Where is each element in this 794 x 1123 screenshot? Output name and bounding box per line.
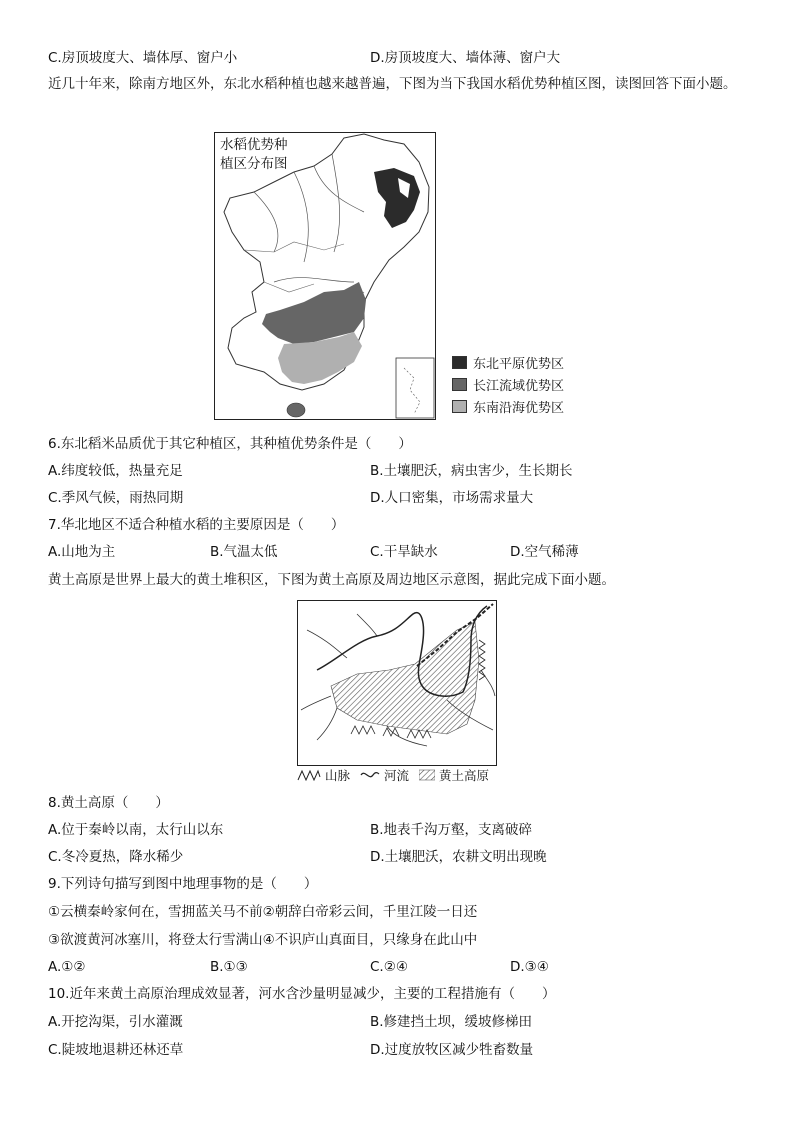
legend-northeast [452, 356, 564, 373]
loess-map [297, 600, 497, 766]
rice-map-title-line2: 植区分布图 [220, 156, 288, 172]
q9-option-c: C.②④ [370, 959, 408, 975]
q9-stem: 9.下列诗句描写到图中地理事物的是（ ） [48, 876, 318, 892]
loess-legend [297, 768, 489, 784]
intro-loess: 黄土高原是世界上最大的黄土堆积区，下图为黄土高原及周边地区示意图，据此完成下面小题。 [48, 572, 615, 588]
legend-river-label: 河流 [383, 768, 409, 783]
q8-option-d: D.土壤肥沃，农耕文明出现晚 [370, 849, 547, 865]
q9-option-a: A.①② [48, 959, 86, 975]
legend-swatch-southeast [452, 400, 467, 413]
q10-option-c: C.陡坡地退耕还林还草 [48, 1042, 184, 1058]
intro-rice: 近几十年来，除南方地区外，东北水稻种植也越来越普遍，下图为当下我国水稻优势种植区图，读图回答下面小题。 [48, 76, 737, 92]
q6-option-c: C.季风气候，雨热同期 [48, 490, 184, 506]
q8-option-a: A.位于秦岭以南，太行山以东 [48, 822, 224, 838]
legend-label-southeast: 东南沿海优势区 [473, 401, 565, 416]
q10-option-a: A.开挖沟渠，引水灌溉 [48, 1014, 183, 1030]
legend-swatch-northeast [452, 356, 467, 369]
q9-option-b: B.①③ [210, 959, 248, 975]
rice-map-title [220, 136, 288, 174]
legend-yangtze [452, 378, 564, 395]
legend-mountain-label: 山脉 [324, 768, 350, 783]
q8-option-b: B.地表千沟万壑，支离破碎 [370, 822, 533, 838]
legend-label-northeast: 东北平原优势区 [473, 357, 565, 372]
q10-option-d: D.过度放牧区减少牲畜数量 [370, 1042, 534, 1058]
q7-option-a: A.山地为主 [48, 544, 116, 560]
q7-option-d: D.空气稀薄 [510, 544, 579, 560]
mountain-icon [297, 769, 321, 781]
legend-southeast [452, 400, 564, 417]
legend-swatch-yangtze [452, 378, 467, 391]
q6-stem: 6.东北稻米品质优于其它种植区，其种植优势条件是（ ） [48, 436, 412, 452]
q10-stem: 10.近年来黄土高原治理成效显著，河水含沙量明显减少，主要的工程措施有（ ） [48, 986, 556, 1002]
loess-map-figure [297, 600, 497, 766]
q9-poems-line1: ①云横秦岭家何在，雪拥蓝关马不前②朝辞白帝彩云间，千里江陵一日还 [48, 904, 478, 920]
q9-option-d: D.③④ [510, 959, 549, 975]
rice-map [214, 132, 436, 420]
q6-option-d: D.人口密集，市场需求量大 [370, 490, 534, 506]
legend-plateau-label: 黄土高原 [438, 768, 489, 783]
option-c-prev: C.房顶坡度大、墙体厚、窗户小 [48, 50, 238, 66]
rice-map-figure [214, 132, 436, 420]
rice-map-title-line1: 水稻优势种 [220, 137, 288, 153]
q6-option-a: A.纬度较低，热量充足 [48, 463, 183, 479]
legend-label-yangtze: 长江流域优势区 [473, 379, 565, 394]
q7-option-b: B.气温太低 [210, 544, 278, 560]
q10-option-b: B.修建挡土坝，缓坡修梯田 [370, 1014, 533, 1030]
option-d-prev: D.房顶坡度大、墙体薄、窗户大 [370, 50, 561, 66]
q9-poems-line2: ③欲渡黄河冰塞川，将登太行雪满山④不识庐山真面目，只缘身在此山中 [48, 932, 478, 948]
river-icon [360, 769, 380, 781]
q7-option-c: C.干旱缺水 [370, 544, 438, 560]
q6-option-b: B.土壤肥沃，病虫害少，生长期长 [370, 463, 573, 479]
plateau-hatch-icon [419, 769, 435, 781]
q8-stem: 8.黄土高原（ ） [48, 795, 169, 811]
q8-option-c: C.冬冷夏热，降水稀少 [48, 849, 184, 865]
q7-stem: 7.华北地区不适合种植水稻的主要原因是（ ） [48, 517, 345, 533]
